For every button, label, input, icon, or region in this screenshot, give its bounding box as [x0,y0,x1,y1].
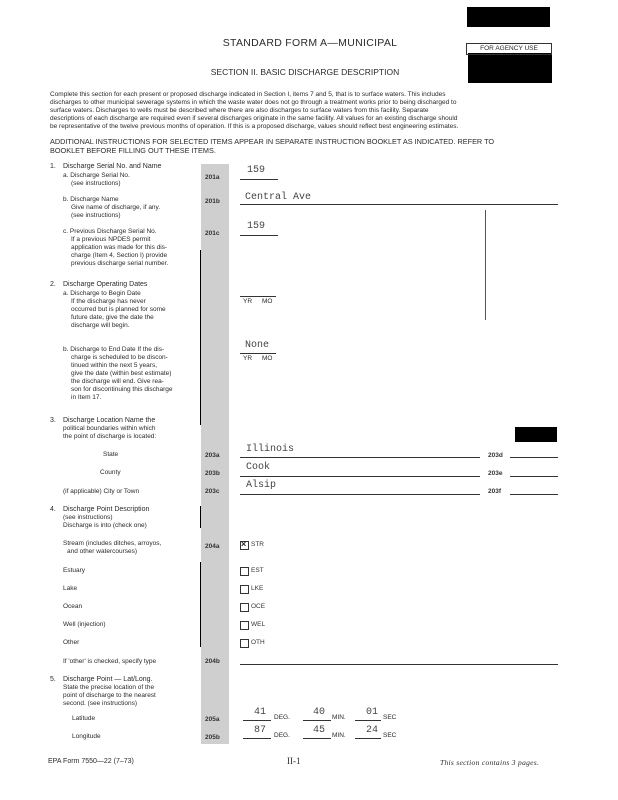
label-line: point of discharge to the nearest [63,692,156,699]
state-value[interactable]: Illinois [246,444,295,455]
code-203b: 203b [205,470,220,477]
field-line [243,720,271,721]
label-line: political boundaries within which [63,425,156,432]
code-201b: 201b [205,198,220,205]
option-estuary-label: Estuary [63,567,86,574]
city-value[interactable]: Alsip [246,480,277,491]
label-line: previous discharge serial number. [71,260,169,267]
item3-number: 3. [50,417,56,424]
redaction-agency [468,53,552,83]
label-line: (see instructions) [71,180,121,187]
other-code: OTH [251,639,265,646]
lat-sec-value[interactable]: 01 [366,707,379,718]
check-mark: × [241,539,247,549]
end-date-value[interactable]: None [245,340,270,351]
additional-instructions [50,137,570,155]
label-line: tinued within the next 5 years, [71,362,157,369]
intro-text [50,91,570,131]
label-line: second. (see instructions) [63,700,138,707]
item2-title: Discharge Operating Dates [63,281,148,288]
label-line: give the date (within best estimate) [71,370,172,377]
lat-min-value[interactable]: 40 [313,707,326,718]
field-line [355,738,381,739]
item1a-label [63,172,130,188]
label-line: If a previous NPDES permit [71,236,151,243]
label-line: the point of discharge is located: [63,433,157,440]
estuary-checkbox[interactable] [240,567,249,576]
state-label: State [103,451,119,458]
min-label: MIN. [332,732,346,739]
label-line: application was made for this dis- [71,244,168,251]
deg-label: DEG. [274,714,290,721]
stream-code: STR [251,541,264,548]
city-label: (if applicable) City or Town [63,488,140,495]
additional-line: BOOKLET BEFORE FILLING OUT THESE ITEMS. [50,146,216,155]
sec-label: SEC [383,714,397,721]
code-203c: 203c [205,488,220,495]
long-deg-value[interactable]: 87 [254,725,267,736]
label-line: discharge will begin. [71,322,130,329]
label-line: c. Previous Discharge Serial No. [63,228,157,235]
code-205b: 205b [205,734,220,741]
label-line: b. Discharge Name [63,196,119,203]
item4-label [63,506,149,530]
min-label: MIN. [332,714,346,721]
label-line: Discharge is into (check one) [63,522,147,529]
intro-line: discharges to other municipal sewerage systems in which the waste water does not go through a treatment works prior to being discharged to [50,99,457,106]
field-line [240,235,278,236]
code-203e: 203e [488,470,503,477]
redaction-item3 [515,427,557,442]
discharge-name-value[interactable]: Central Ave [245,192,312,203]
label-line: Give name of discharge, if any. [71,204,161,211]
estuary-code: EST [251,567,264,574]
lake-code: LKE [251,585,264,592]
field-line [303,720,331,721]
previous-serial-value[interactable]: 159 [247,221,266,232]
option-ocean-label: Ocean [63,603,83,610]
field-line [240,353,276,354]
ocean-code: OCE [251,603,266,610]
long-sec-value[interactable]: 24 [366,725,379,736]
label-line: If the discharge has never [71,298,146,305]
other-specify-label: If 'other' is checked, specify type [63,658,157,665]
item1-title: Discharge Serial No. and Name [63,163,162,170]
lake-checkbox[interactable] [240,585,249,594]
field-line [240,204,558,205]
field-line [510,476,558,477]
code-204b: 204b [205,658,220,665]
field-line [243,738,271,739]
field-line [510,494,558,495]
field-line [240,494,480,495]
code-201c: 201c [205,230,220,237]
option-lake-label: Lake [63,585,78,592]
code-205a: 205a [205,716,220,723]
intro-line: descriptions of each discharge are required even if several discharges originate in the same facility. All values for an existing discharge should [50,115,458,122]
item1b-label [63,196,160,220]
label-line: son for discontinuing this discharge [71,386,173,393]
label-line: and other watercourses) [67,548,138,555]
label-line: Stream (includes ditches, arroyos, [63,540,162,547]
field-line [510,457,558,458]
code-204a: 204a [205,543,220,550]
item2-number: 2. [50,281,56,288]
lat-deg-value[interactable]: 41 [254,707,267,718]
end-mo-label: MO [262,355,273,362]
item1-number: 1. [50,163,56,170]
additional-line: ADDITIONAL INSTRUCTIONS FOR SELECTED ITEMS APPEAR IN SEPARATE INSTRUCTION BOOKLET AS INDICATED. REFER TO [50,137,495,146]
agency-box: FOR AGENCY USE [466,43,552,55]
item2b-label [63,346,173,402]
well-checkbox[interactable] [240,621,249,630]
label-line: (see instructions) [71,212,121,219]
intro-line: surface waters. Discharges to wells must be described where there are also discharges to surface waters from this facility. Separate [50,107,429,114]
option-stream-label [63,540,161,556]
field-line [240,179,278,180]
vertical-rule [485,210,486,320]
option-other-label: Other [63,639,80,646]
code-203d: 203d [488,452,503,459]
intro-line: be representative of the twelve previous months of operation. If this is a proposed discharge, values should reflect best engineering estimates. [50,123,459,130]
item4-number: 4. [50,506,56,513]
label-line: Discharge Point Description [63,506,150,513]
other-type-field[interactable] [240,664,558,665]
begin-yr-label: YR [243,298,253,305]
other-checkbox[interactable] [240,639,249,648]
label-line: Discharge Location Name the [63,417,156,424]
item2a-label [63,290,166,330]
code-203a: 203a [205,452,220,459]
long-min-value[interactable]: 45 [313,725,326,736]
page-number: II-1 [287,756,301,766]
label-line: b. Discharge to End Date If the dis- [63,346,165,353]
field-line [240,457,480,458]
begin-mo-label: MO [262,298,273,305]
form-title: STANDARD FORM A—MUNICIPAL [222,37,398,49]
well-code: WEL [251,621,266,628]
item3-label [63,417,156,441]
intro-line: Complete this section for each present or proposed discharge indicated in Section I, items 7 and 5, that is to surface waters. This includes [50,91,446,98]
redaction-top-right [467,7,550,27]
footer-note: This section contains 3 pages. [440,758,540,767]
county-label: County [100,469,121,476]
field-line [355,720,381,721]
label-line: future date, give the date the [71,314,154,321]
end-yr-label: YR [243,355,253,362]
code-201a: 201a [205,174,220,181]
county-value[interactable]: Cook [246,462,271,473]
item5-number: 5. [50,676,56,683]
discharge-serial-value[interactable]: 159 [247,165,266,176]
form-number: EPA Form 7550—22 (7–73) [48,758,134,765]
code-203f: 203f [488,488,502,495]
sec-label: SEC [383,732,397,739]
ocean-checkbox[interactable] [240,603,249,612]
label-line: State the precise location of the [63,684,155,691]
latitude-label: Latitude [72,715,96,722]
field-line [240,296,276,297]
item1c-label [63,228,168,268]
section-title: SECTION II. BASIC DISCHARGE DESCRIPTION [210,67,400,77]
field-line [303,738,331,739]
label-line: Discharge Point — Lat/Long. [63,676,153,683]
label-line: a. Discharge to Begin Date [63,290,141,297]
field-line [240,476,480,477]
label-line: the discharge will end. Give rea- [71,378,164,385]
label-line: charge (Item 4, Section I) provide [71,252,168,259]
stream-checkbox[interactable] [240,541,249,550]
label-line: a. Discharge Serial No. [63,172,130,179]
label-line: in Item 17. [71,394,102,401]
option-well-label: Well (injection) [63,621,106,628]
longitude-label: Longitude [72,733,101,740]
deg-label: DEG. [274,732,290,739]
label-line: charge is scheduled to be discon- [71,354,168,361]
label-line: (see instructions) [63,514,113,521]
label-line: occurred but is planned for some [71,306,166,313]
item5-label [63,676,156,708]
